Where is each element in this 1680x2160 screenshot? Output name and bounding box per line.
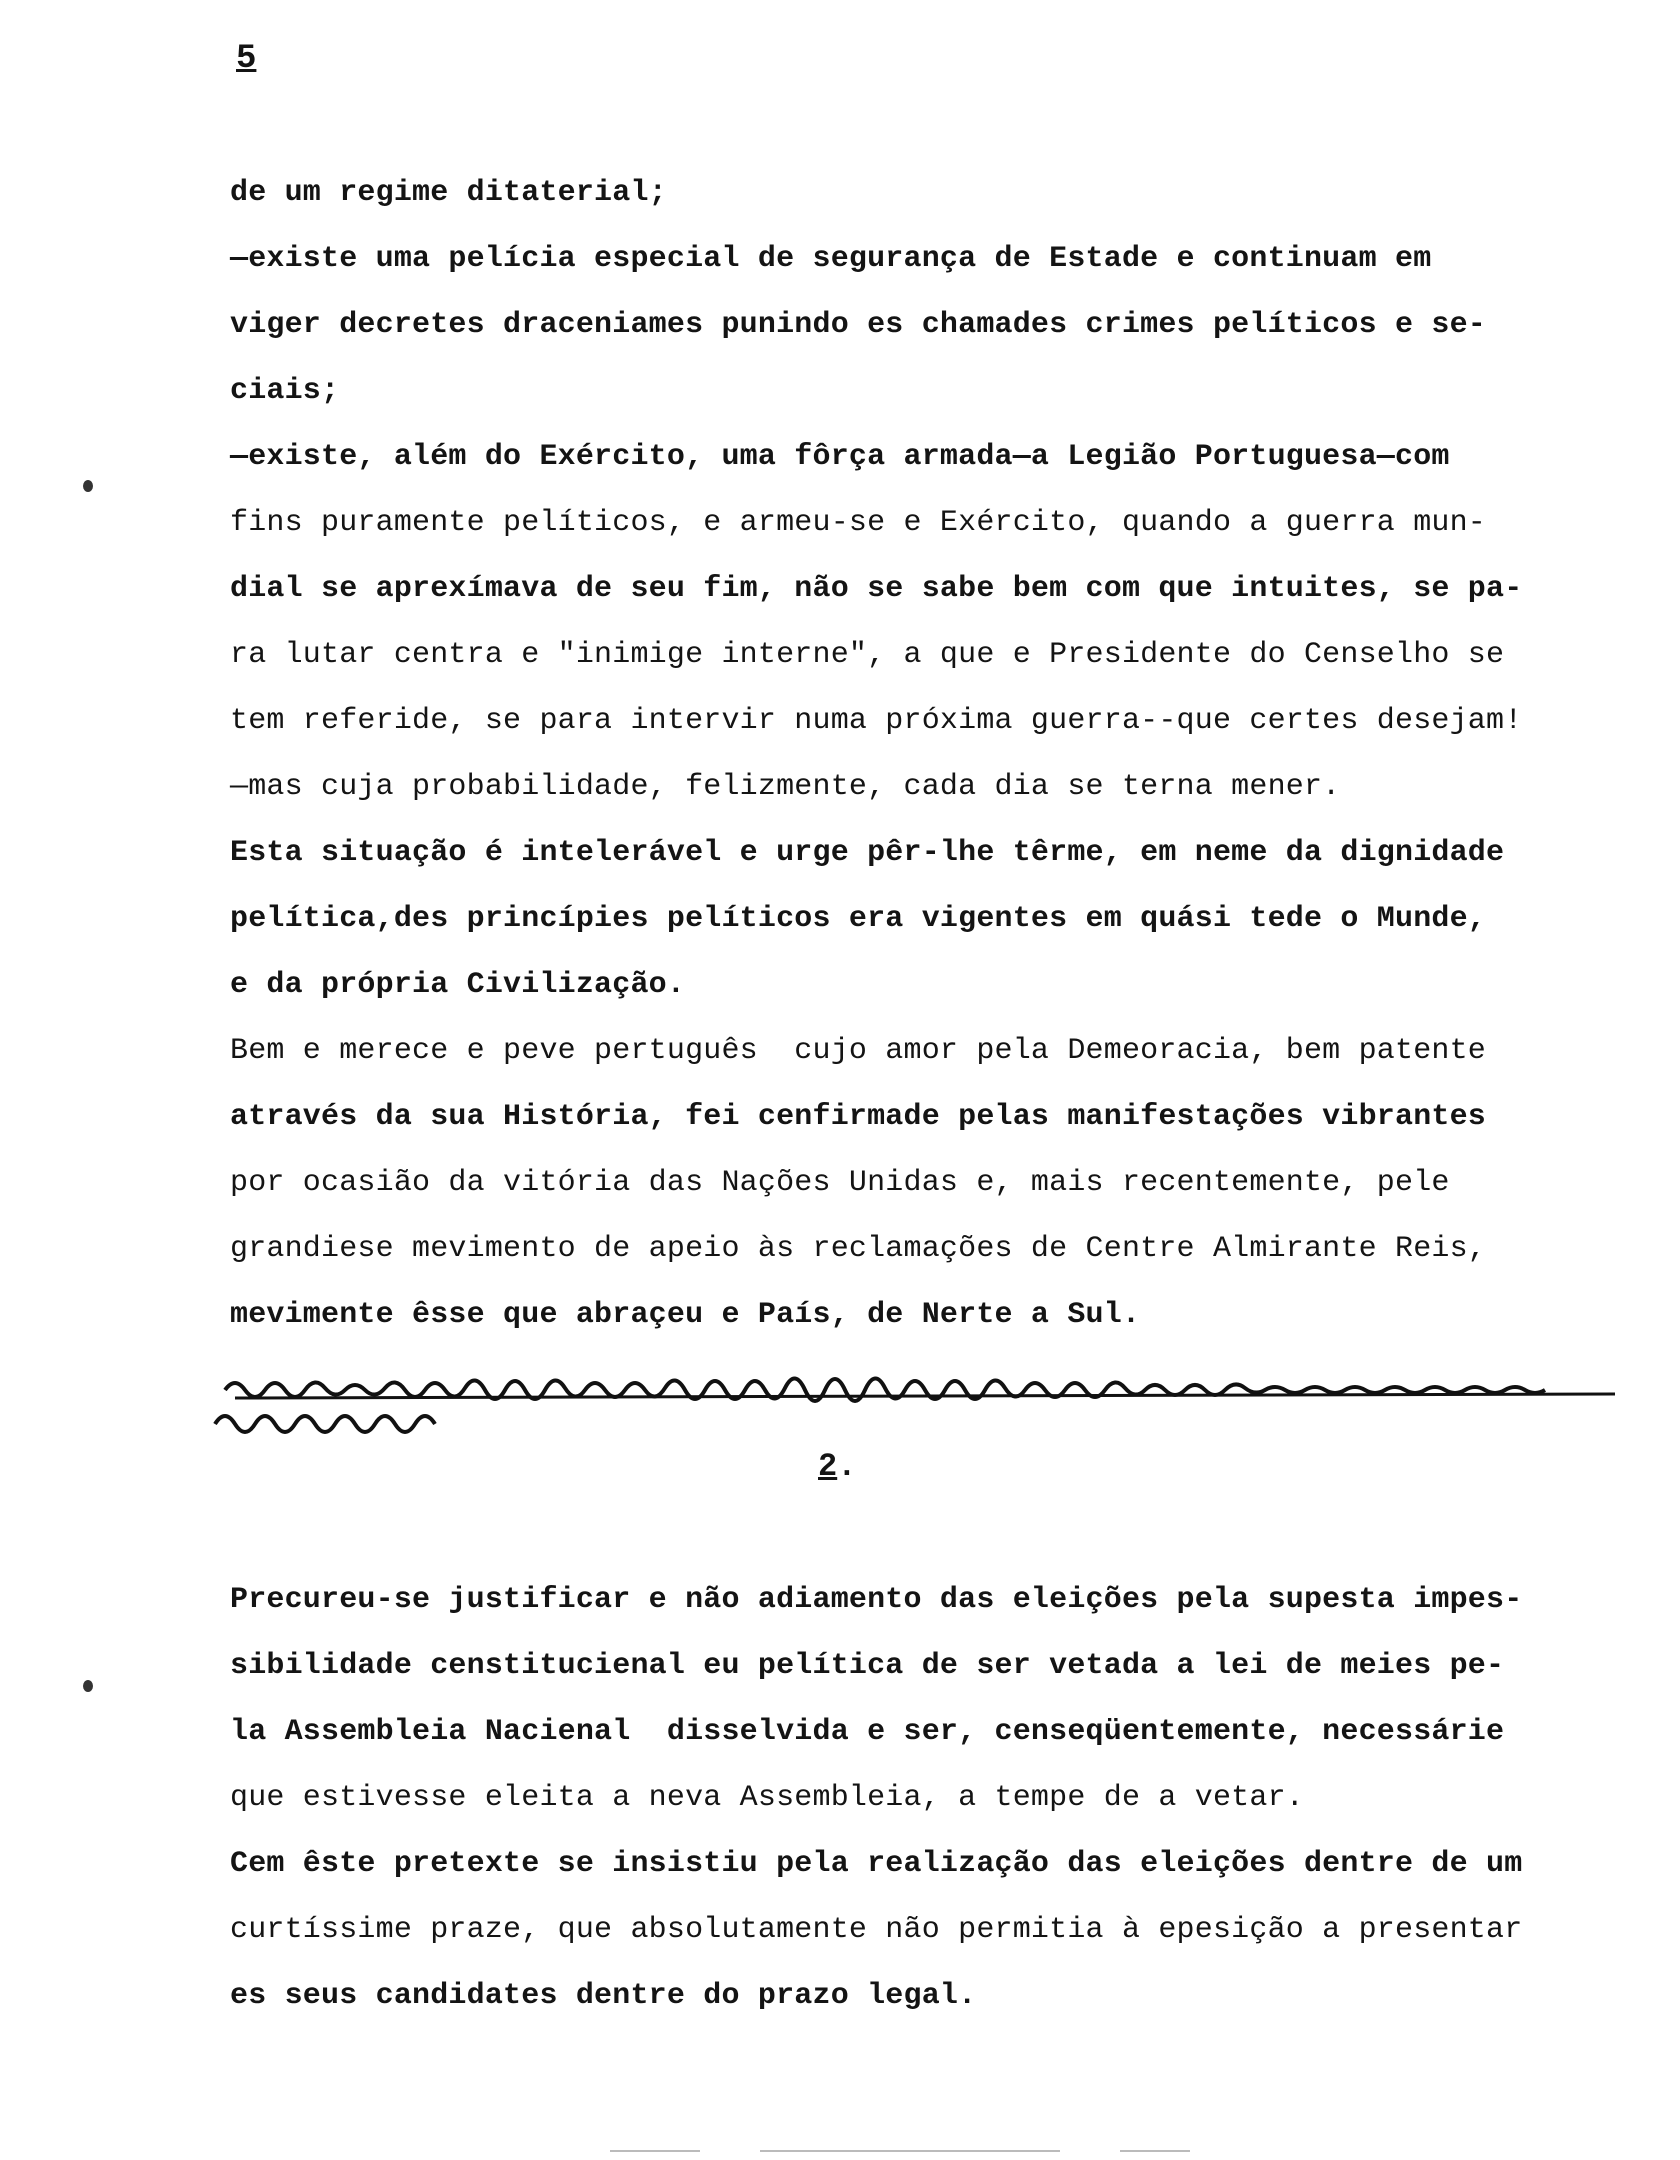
section-number-digit: 2	[818, 1448, 838, 1485]
text-line: ciais;	[230, 374, 340, 408]
text-line: dial se aprexímava de seu fim, não se sabe bem com que intuites, se pa-	[230, 572, 1523, 606]
text-line: grandiese mevimento de apeio às reclamações de Centre Almirante Reis,	[230, 1232, 1487, 1266]
text-line: mevimente êsse que abraçeu e País, de Nerte a Sul.	[230, 1298, 1141, 1332]
text-line: por ocasião da vitória das Nações Unidas e, mais recentemente, pele	[230, 1166, 1450, 1200]
text-line: curtíssime praze, que absolutamente não permitia à epesição a presentar	[230, 1913, 1523, 1947]
margin-mark	[83, 1680, 93, 1692]
handwritten-scribble	[205, 1370, 1645, 1450]
footer-rule	[1120, 2150, 1190, 2152]
text-block-bottom	[230, 1567, 1650, 2029]
text-line: que estivesse eleita a neva Assembleia, a tempe de a vetar.	[230, 1781, 1304, 1815]
text-line: —mas cuja probabilidade, felizmente, cada dia se terna mener.	[230, 770, 1341, 804]
text-line: Bem e merece e peve pertuguês cujo amor pela Demeoracia, bem patente	[230, 1034, 1487, 1068]
text-line: —existe, além do Exército, uma fôrça armada—a Legião Portuguesa—com	[230, 440, 1450, 474]
text-line: Esta situação é intelerável e urge pêr-lhe têrme, em neme da dignidade	[230, 836, 1505, 870]
footer-rule	[610, 2150, 700, 2152]
text-block-top	[230, 160, 1650, 1348]
text-line: e da própria Civilização.	[230, 968, 686, 1002]
text-line: —existe uma pelícia especial de segurança de Estade e continuam em	[230, 242, 1432, 276]
text-line: Precureu-se justificar e não adiamento das eleições pela supesta impes-	[230, 1583, 1523, 1617]
text-line: tem referide, se para intervir numa próxima guerra--que certes desejam!	[230, 704, 1523, 738]
text-line: sibilidade censtitucienal eu pelítica de ser vetada a lei de meies pe-	[230, 1649, 1505, 1683]
text-line: ra lutar centra e "inimige interne", a que e Presidente do Censelho se	[230, 638, 1505, 672]
text-line: fins puramente pelíticos, e armeu-se e Exército, quando a guerra mun-	[230, 506, 1487, 540]
text-line: Cem êste pretexte se insistiu pela realização das eleições dentre de um	[230, 1847, 1523, 1881]
section-number-suffix: .	[837, 1448, 857, 1485]
page-number: 5	[236, 40, 257, 78]
text-line: de um regime ditaterial;	[230, 176, 667, 210]
text-line: viger decretes draceniames punindo es chamades crimes pelíticos e se-	[230, 308, 1487, 342]
footer-rule	[760, 2150, 1060, 2152]
text-line: la Assembleia Nacienal disselvida e ser, censeqüentemente, necessárie	[230, 1715, 1505, 1749]
text-line: através da sua História, fei cenfirmade pelas manifestações vibrantes	[230, 1100, 1487, 1134]
margin-mark	[83, 480, 93, 492]
text-line: es seus candidates dentre do prazo legal.	[230, 1979, 977, 2013]
section-number	[818, 1448, 856, 1485]
text-line: pelítica,des princípies pelíticos era vigentes em quási tede o Munde,	[230, 902, 1487, 936]
